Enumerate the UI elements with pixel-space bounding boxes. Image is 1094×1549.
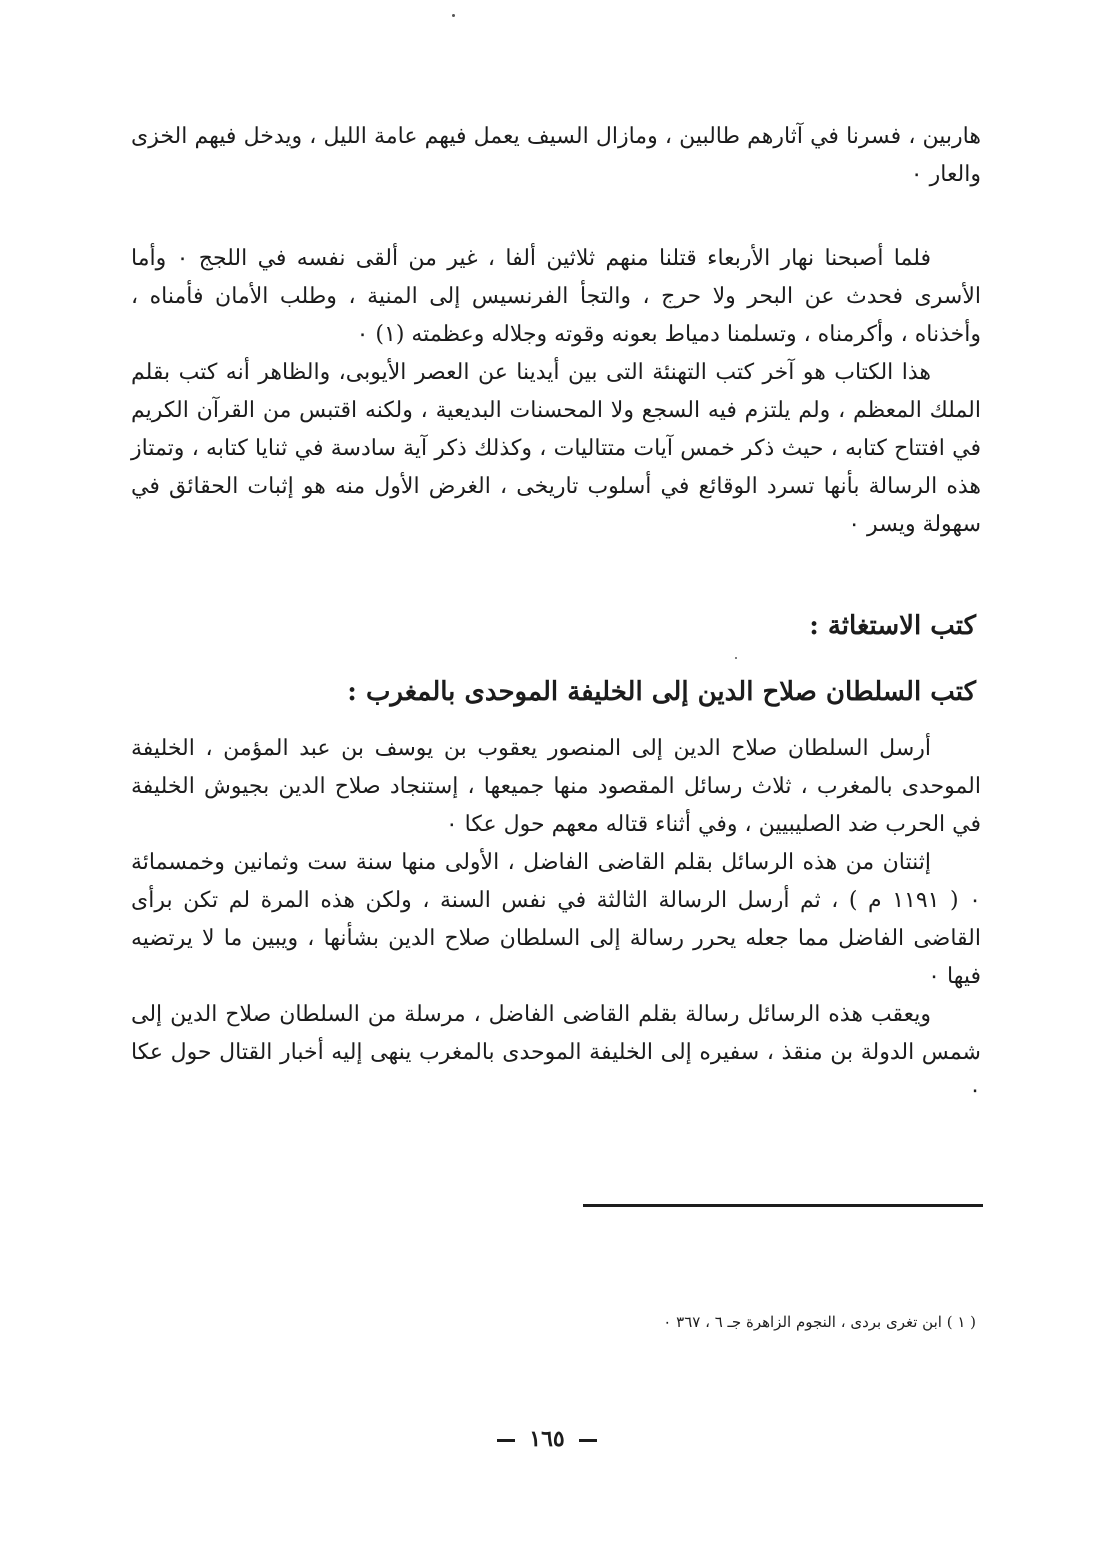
subsection-heading: كتب السلطان صلاح الدين إلى الخليفة الموحدى بالمغرب : (347, 677, 976, 707)
paragraph-text: هاربين ، فسرنا في آثارهم طالبين ، ومازال السيف يعمل فيهم عامة الليل ، ويدخل فيهم الخزى والعار ٠ (131, 124, 981, 187)
section-heading: كتب الاستغاثة : (809, 611, 976, 641)
scan-speck (735, 657, 737, 659)
dash-left (497, 1439, 515, 1442)
paragraph-text: ويعقب هذه الرسائل رسالة بقلم القاضى الفاضل ، مرسلة من السلطان صلاح الدين إلى شمس الدولة بن منقذ ، سفيره إلى الخليفة الموحدى بالمغرب ينهى إليه أخبار القتال حول عكا ٠ (131, 1002, 981, 1103)
dash-right (579, 1439, 597, 1442)
page-number-line (0, 1426, 1094, 1452)
paragraph-letters (131, 730, 981, 1110)
footnote-divider (583, 1204, 983, 1207)
paragraph-continuation (131, 118, 981, 194)
paragraph-victory (131, 240, 981, 544)
paragraph-text: إثنتان من هذه الرسائل بقلم القاضى الفاضل ، الأولى منها سنة ست وثمانين وخمسمائة ٠ ( ١١٩١ م ) ، ثم أرسل الرسالة الثالثة في نفس السنة ، ولكن هذه المرة لم تكن برأى القاضى الفاضل مما جعله يحرر رسالة إلى السلطان صلاح الدين بشأنها ، ويبين ما لا يرتضيه فيها ٠ (131, 850, 981, 989)
footnote: ( ١ ) ابن تغرى بردى ، النجوم الزاهرة جـ ٦ ، ٣٦٧ ٠ (663, 1313, 976, 1331)
scan-speck (452, 14, 455, 17)
paragraph-text: هذا الكتاب هو آخر كتب التهنئة التى بين أيدينا عن العصر الأيوبى، والظاهر أنه كتب بقلم الملك المعظم ، ولم يلتزم فيه السجع ولا المحسنات البديعية ، ولكنه اقتبس من القرآن الكريم في افتتاح كتابه ، حيث ذكر خمس آيات متتاليات ، وكذلك ذكر آية سادسة في ثنايا كتابه ، وتمتاز هذه الرسالة بأنها تسرد الوقائع في أسلوب تاريخى ، الغرض الأول منه هو إثبات الحقائق في سهولة ويسر ٠ (131, 360, 981, 537)
paragraph-text: فلما أصبحنا نهار الأربعاء قتلنا منهم ثلاثين ألفا ، غير من ألقى نفسه في اللجج ٠ وأما الأسرى فحدث عن البحر ولا حرج ، والتجأ الفرنسيس إلى المنية ، وطلب الأمان فأمناه ، وأخذناه ، وأكرمناه ، وتسلمنا دمياط بعونه وقوته وجلاله وعظمته (١) ٠ (131, 246, 982, 347)
paragraph-text: أرسل السلطان صلاح الدين إلى المنصور يعقوب بن يوسف بن عبد المؤمن ، الخليفة الموحدى بالمغرب ، ثلاث رسائل المقصود منها جميعها ، إستنجاد صلاح الدين بجيوش الخليفة في الحرب ضد الصليبيين ، وفي أثناء قتاله معهم حول عكا ٠ (131, 736, 981, 837)
page-number: ١٦٥ (529, 1426, 565, 1452)
